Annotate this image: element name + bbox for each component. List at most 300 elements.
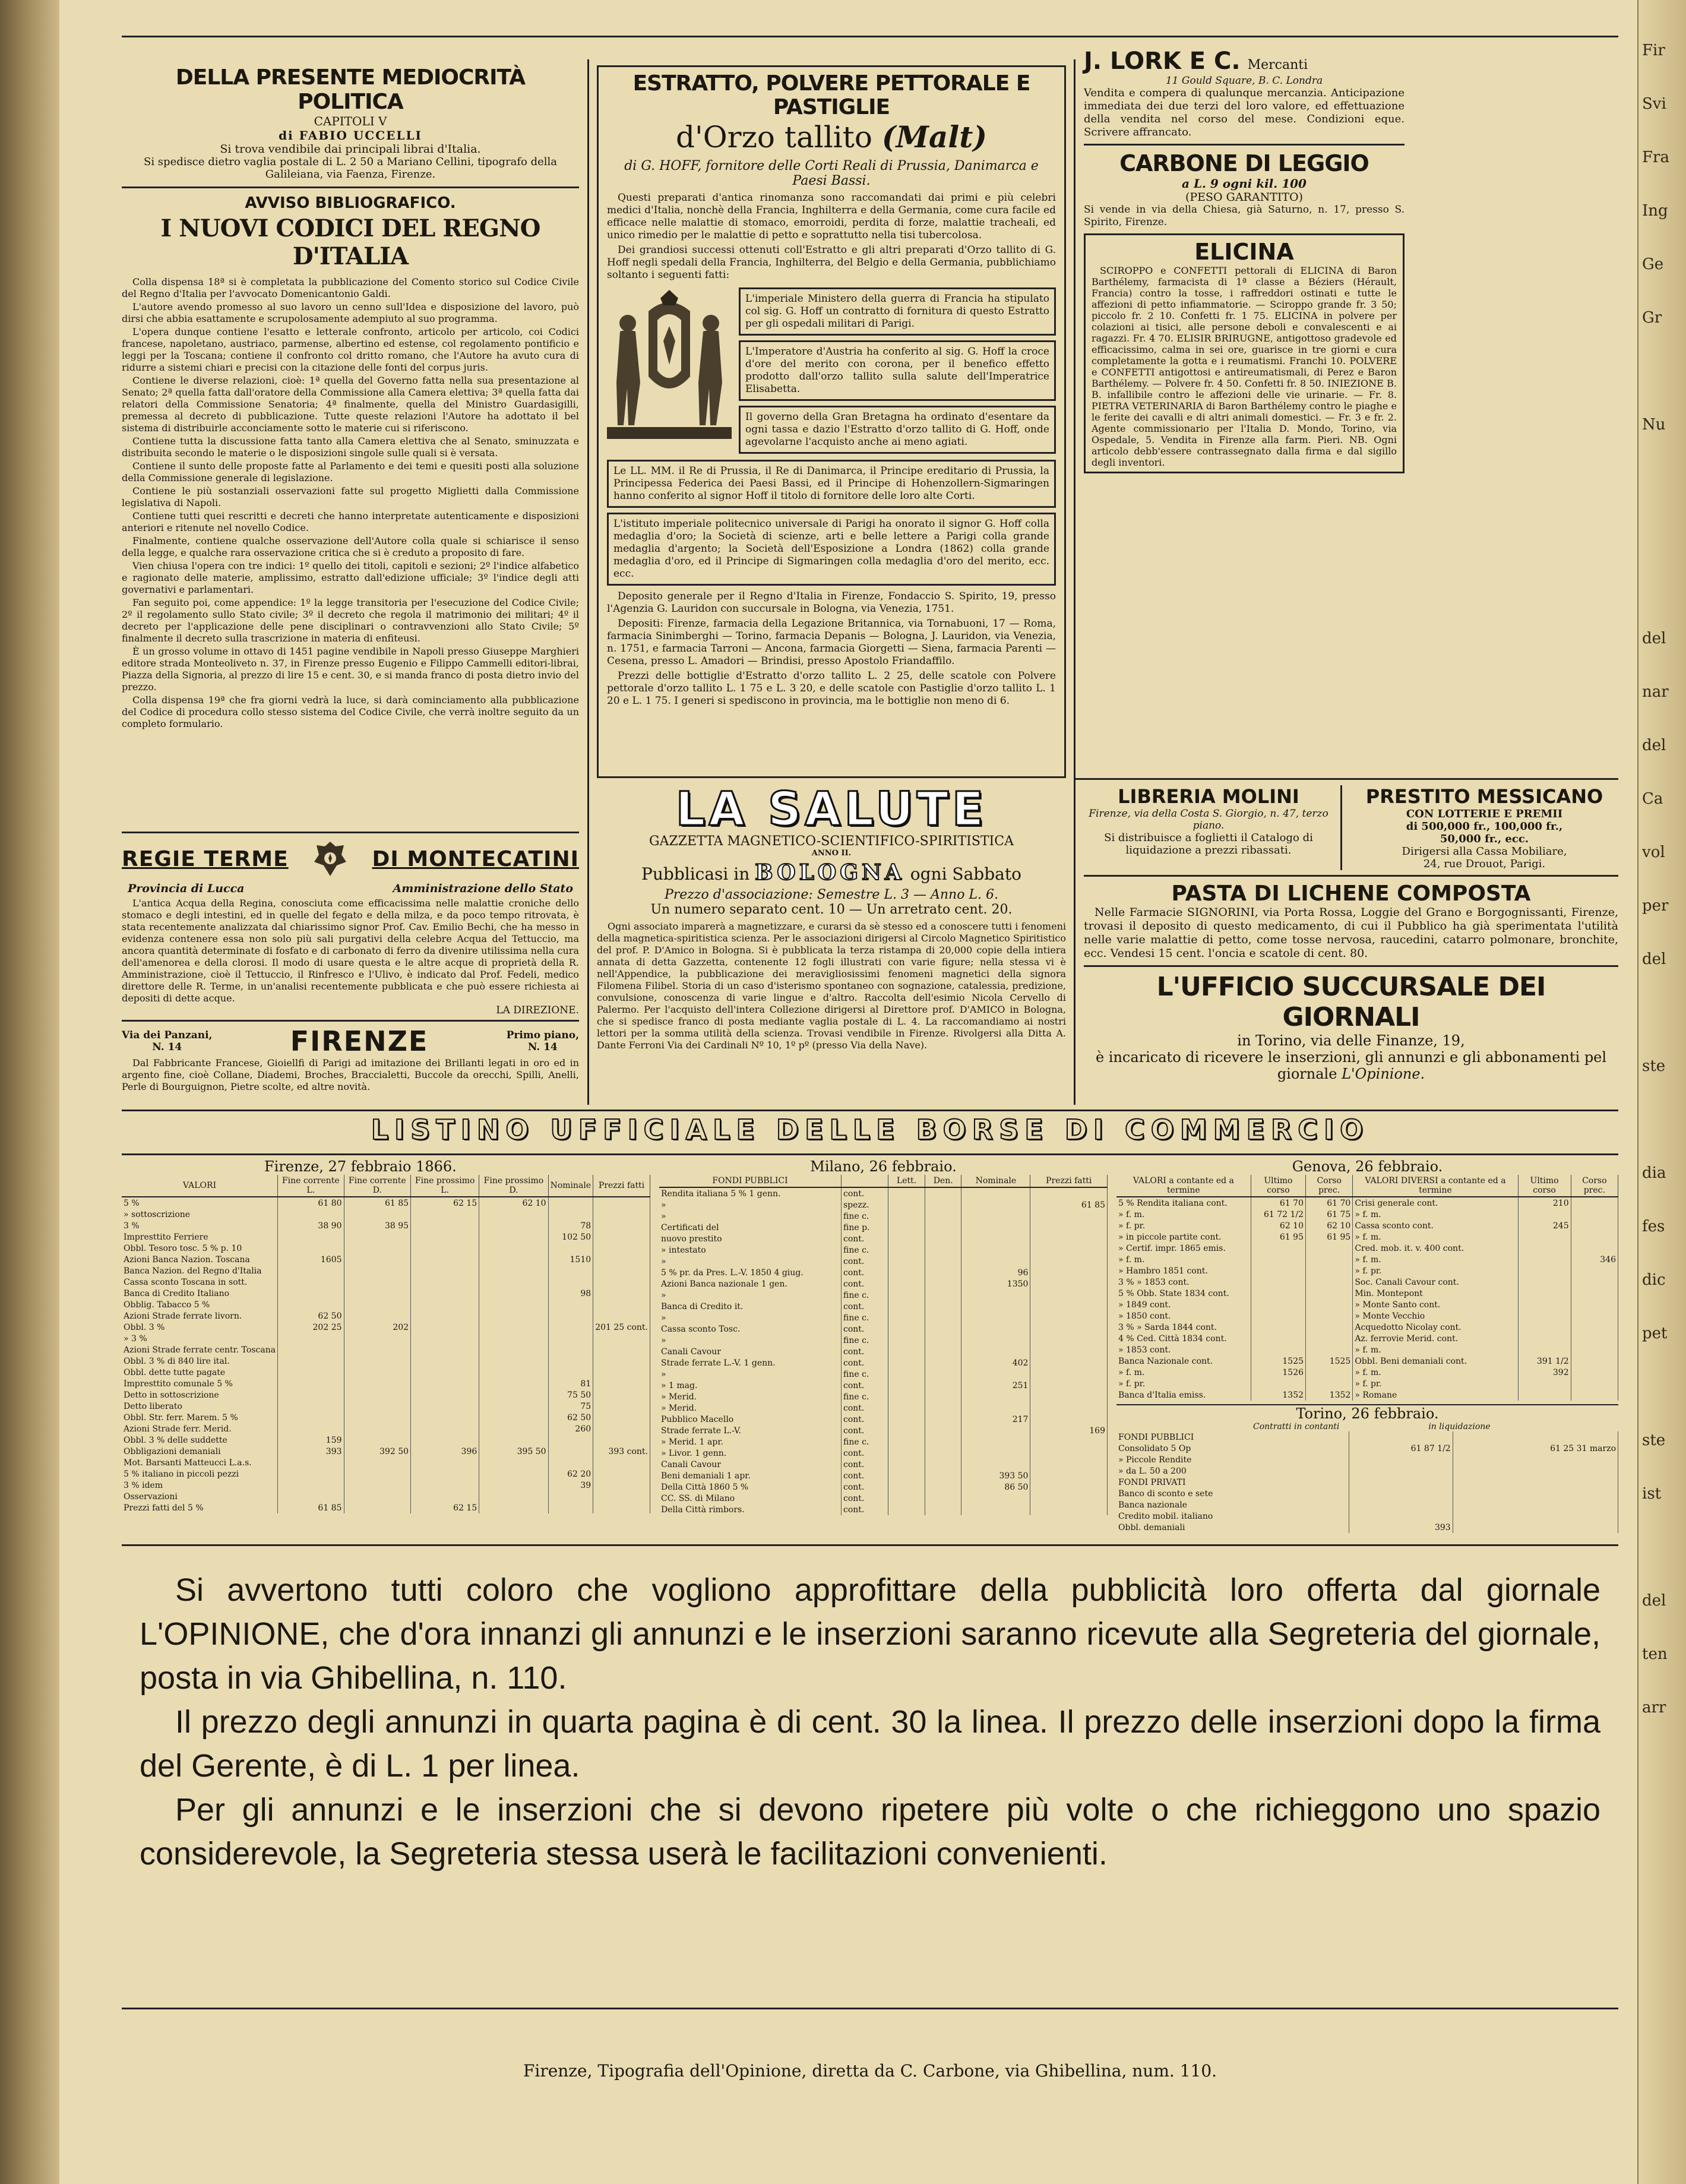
salute-ad — [597, 785, 1066, 1051]
hoff-fact-3: Il governo della Gran Bretagna ha ordinato d'esentare da ogni tassa e dazio l'Estratto d'orzo tallito di G. Hoff, onde agevolarne l'acquisto anche ai meno agiati. — [739, 406, 1056, 454]
table-row — [659, 1481, 1108, 1493]
table-cell — [961, 1199, 1030, 1210]
table-cell: » — [659, 1335, 842, 1346]
lower-right-ads — [1084, 785, 1618, 1082]
salute-numero: Un numero separato cent. 10 — Un arretrato cent. 20. — [650, 902, 1013, 917]
table-cell — [479, 1367, 548, 1378]
top-rule — [122, 36, 1618, 37]
table-cell: » Merid. — [659, 1391, 842, 1402]
table-row — [122, 1502, 650, 1513]
table-cell — [925, 1436, 961, 1447]
table-cell — [925, 1233, 961, 1244]
table-cell — [925, 1278, 961, 1289]
table-row — [122, 1243, 650, 1254]
table-cell: » f. m. — [1353, 1231, 1518, 1243]
table-cell — [411, 1412, 479, 1423]
edge-fragment: fes — [1642, 1218, 1665, 1235]
table-cell — [411, 1209, 479, 1220]
table-cell: 1605 — [278, 1254, 344, 1265]
table-cell — [411, 1333, 479, 1344]
salute-prezzo: Prezzo d'associazione: Semestre L. 3 — Anno L. 6. — [664, 887, 999, 902]
table-row — [1116, 1389, 1618, 1401]
terme-admin: Amministrazione dello Stato — [393, 882, 573, 895]
table-cell: Obbl. 3 % delle suddette — [122, 1434, 278, 1446]
table-cell: 3 % » 1853 cont. — [1116, 1276, 1251, 1288]
table-cell — [1518, 1243, 1571, 1254]
table-cell: cont. — [842, 1323, 888, 1335]
codici-paragraph: L'opera dunque contiene l'esatto e letterale confronto, articolo per articolo, coi Codici francese, napoletano, austriaco, parmense, albertino ed estense, col regolamento pontificio e leggi per la Toscana; contiene il confronto col dritto romano, che l'Autore ha avuto cura di ridurre a sistemi chiari e precisi con la citazione delle fonti del corpus juris. — [122, 326, 579, 373]
firenze-left-addr: Via dei Panzani, — [122, 1029, 213, 1041]
mediocrita-line1: Si trova vendibile dai principali librai d'Italia. — [220, 143, 481, 156]
table-cell: Obbl. demaniali — [1116, 1522, 1349, 1533]
hoff-supplier: di G. HOFF, fornitore delle Corti Reali di Prussia, Danimarca e Paesi Bassi. — [624, 159, 1039, 188]
ufficio-title: L'UFFICIO SUCCURSALE DEI GIORNALI — [1156, 972, 1546, 1032]
prestito-line-5: 24, rue Drouot, Parigi. — [1423, 858, 1546, 870]
table-header: Lett. — [888, 1175, 925, 1187]
table-cell: cont. — [842, 1414, 888, 1425]
table-cell — [1453, 1465, 1618, 1477]
table-cell — [1030, 1312, 1108, 1323]
table-cell: 5 % italiano in piccoli pezzi — [122, 1468, 278, 1480]
table-cell: 1352 — [1251, 1389, 1305, 1401]
table-row — [659, 1323, 1108, 1335]
table-cell: Detto liberato — [122, 1401, 278, 1412]
table-cell: Banca Nazion. del Regno d'Italia — [122, 1265, 278, 1276]
table-cell — [479, 1491, 548, 1502]
table-cell — [593, 1310, 650, 1322]
table-cell: Obbl. 3 % — [122, 1322, 278, 1333]
table-cell: » intestato — [659, 1244, 842, 1256]
table-cell: Obbl. 3 % di 840 lire ital. — [122, 1355, 278, 1367]
table-row — [1116, 1465, 1618, 1477]
table-cell — [479, 1310, 548, 1322]
hoff-para-1: Questi preparati d'antica rinomanza sono raccomandati dai primi e più celebri medici d'Italia, nonchè della Francia, Inghilterra e della Germania, come cura facile ed efficace nelle malattie di stomaco, emorroidi, perdita di forze, malattie tracheali, ed unico rimedio per le malattie di petto e soprattutto nella tisi tubercolosa. — [607, 192, 1056, 241]
table-cell: 245 — [1518, 1220, 1571, 1231]
table-cell — [593, 1423, 650, 1434]
table-cell — [888, 1222, 925, 1233]
table-cell — [925, 1187, 961, 1199]
table-cell: 62 50 — [548, 1412, 593, 1423]
table-header — [842, 1175, 888, 1187]
table-cell — [961, 1436, 1030, 1447]
table-cell — [1349, 1488, 1453, 1499]
ufficio-line-2: è incaricato di ricevere le inserzioni, gli annunzi e gli abbonamenti pel giornale — [1095, 1049, 1607, 1082]
table-cell — [479, 1333, 548, 1344]
table-row — [122, 1457, 650, 1468]
table-cell — [1518, 1276, 1571, 1288]
table-header: Prezzi fatti — [593, 1175, 650, 1197]
table-header: FONDI PUBBLICI — [659, 1175, 842, 1187]
table-cell — [925, 1414, 961, 1425]
table-cell: » — [659, 1210, 842, 1222]
table-cell — [344, 1310, 411, 1322]
table-cell — [888, 1391, 925, 1402]
table-cell: 1510 — [548, 1254, 593, 1265]
table-cell — [344, 1288, 411, 1299]
table-cell — [344, 1276, 411, 1288]
table-cell: 61 80 — [278, 1197, 344, 1209]
table-cell — [548, 1209, 593, 1220]
table-cell — [925, 1301, 961, 1312]
table-cell — [925, 1222, 961, 1233]
table-cell — [344, 1367, 411, 1378]
table-row — [659, 1278, 1108, 1289]
table-cell: 61 87 1/2 — [1349, 1443, 1453, 1454]
table-row — [659, 1368, 1108, 1380]
table-header: Ultimo corso — [1518, 1175, 1571, 1197]
edge-fragment — [1642, 1111, 1669, 1129]
table-cell: fine p. — [842, 1222, 888, 1233]
table-cell: 102 50 — [548, 1231, 593, 1243]
table-cell: Della Città 1860 5 % — [659, 1481, 842, 1493]
table-cell: Consolidato 5 Op — [1116, 1443, 1349, 1454]
table-cell: Banca d'Italia emiss. — [1116, 1389, 1251, 1401]
table-cell — [548, 1243, 593, 1254]
edge-fragment: ste — [1642, 1057, 1666, 1075]
table-row — [122, 1310, 650, 1322]
column-rule-2 — [1074, 59, 1076, 1105]
table-cell — [344, 1243, 411, 1254]
carbone-text: Si vende in via della Chiesa, già Saturno, n. 17, presso S. Spirito, Firenze. — [1084, 204, 1405, 228]
table-cell: Beni demaniali 1 apr. — [659, 1470, 842, 1481]
table-cell: 61 25 31 marzo — [1453, 1443, 1618, 1454]
table-cell: Cassa sconto Tosc. — [659, 1323, 842, 1335]
table-header: Nominale — [548, 1175, 593, 1197]
table-cell: cont. — [842, 1425, 888, 1436]
table-cell — [411, 1389, 479, 1401]
table-row — [1116, 1276, 1618, 1288]
table-row — [659, 1493, 1108, 1504]
table-cell — [278, 1333, 344, 1344]
hoff-prezzi: Prezzi delle bottiglie d'Estratto d'orzo tallito L. 2 25, delle scatole con Polvere pettorale d'orzo tallito L. 1 75 e L. 3 20, e delle scatole con Pastiglie d'orzo tallito L. 1 20 e L. 1 75. I generi si spediscono in provincia, ma le bottiglie non meno di 6. — [607, 670, 1056, 707]
table-cell — [1349, 1454, 1453, 1465]
table-cell: » f. pr. — [1353, 1378, 1518, 1389]
salute-city: BOLOGNA — [755, 860, 905, 885]
table-cell — [888, 1244, 925, 1256]
table-row — [1116, 1310, 1618, 1322]
table-row — [1116, 1220, 1618, 1231]
table-cell — [479, 1288, 548, 1299]
table-cell — [1453, 1522, 1618, 1533]
table-cell — [1251, 1288, 1305, 1299]
table-cell: cont. — [842, 1187, 888, 1199]
table-cell — [278, 1378, 344, 1389]
table-row — [659, 1436, 1108, 1447]
table-cell: Detto in sottoscrizione — [122, 1389, 278, 1401]
table-cell — [278, 1457, 344, 1468]
table-cell: » — [659, 1312, 842, 1323]
table-cell — [411, 1310, 479, 1322]
table-cell — [925, 1199, 961, 1210]
table-cell — [593, 1378, 650, 1389]
table-cell — [1030, 1278, 1108, 1289]
table-cell — [888, 1267, 925, 1278]
table-row — [122, 1299, 650, 1310]
table-cell: » in piccole partite cont. — [1116, 1231, 1251, 1243]
table-cell — [888, 1414, 925, 1425]
table-cell — [1518, 1254, 1571, 1265]
table-cell: » Merid. 1 apr. — [659, 1436, 842, 1447]
table-cell — [1030, 1368, 1108, 1380]
codici-paragraph: Colla dispensa 19ª che fra giorni vedrà la luce, si darà cominciamento alla pubblicazione del Codice di procedura collo stesso sistema del Codice Civile, che verrà inoltre seguito da un completo formulario. — [122, 694, 579, 729]
hoff-title: ESTRATTO, POLVERE PETTORALE E PASTIGLIE — [632, 71, 1030, 119]
table-row — [122, 1288, 650, 1299]
firenze-left-num: N. 14 — [152, 1041, 182, 1053]
codici-paragraph: Vien chiusa l'opera con tre indici: 1º quello dei titoli, capitoli e sezioni; 2º l'indice alfabetico e ragionato delle materie, amplissimo, estratto dall'edizione ufficiale; 3º l'indice degli atti governativi e parlamentari. — [122, 560, 579, 595]
table-row — [1116, 1333, 1618, 1344]
genova-table — [1116, 1175, 1618, 1401]
table-cell: cont. — [842, 1481, 888, 1493]
table-cell — [888, 1233, 925, 1244]
firenze-title: FIRENZE — [290, 1025, 429, 1057]
table-cell — [479, 1378, 548, 1389]
hoff-fact-1: L'imperiale Ministero della guerra di Francia ha stipulato col sig. G. Hoff un contratto di fornitura di questo Estratto per gli ospedali militari di Parigi. — [739, 287, 1056, 336]
terme-title-right: DI MONTECATINI — [372, 846, 579, 871]
table-cell — [888, 1256, 925, 1267]
table-cell: » f. m. — [1353, 1367, 1518, 1378]
table-row — [1116, 1443, 1618, 1454]
table-cell — [548, 1276, 593, 1288]
genova-date: Genova, 26 febbraio. — [1292, 1158, 1443, 1175]
table-cell: cont. — [842, 1459, 888, 1470]
prestito-line-3: 50,000 fr., ecc. — [1440, 833, 1529, 845]
table-cell — [344, 1333, 411, 1344]
table-cell — [1251, 1333, 1305, 1344]
table-cell — [593, 1254, 650, 1265]
table-cell: 5 % — [122, 1197, 278, 1209]
table-cell — [1030, 1504, 1108, 1515]
table-cell — [961, 1504, 1030, 1515]
table-cell — [1251, 1299, 1305, 1310]
codici-paragraph: Contiene le più sostanziali osservazioni fatte sul progetto Miglietti dalla Commissione legislativa di Napoli. — [122, 485, 579, 508]
table-row — [1116, 1454, 1618, 1465]
table-cell — [479, 1423, 548, 1434]
terme-title-left: REGIE TERME — [122, 846, 289, 871]
table-cell — [411, 1299, 479, 1310]
table-cell: Cassa sconto Toscana in sott. — [122, 1276, 278, 1288]
table-cell: Impresttito comunale 5 % — [122, 1378, 278, 1389]
table-cell — [888, 1301, 925, 1312]
table-cell — [888, 1459, 925, 1470]
table-cell — [1030, 1301, 1108, 1312]
table-cell — [1518, 1209, 1571, 1220]
table-cell: 1352 — [1306, 1389, 1353, 1401]
codici-paragraph: Contiene tutta la discussione fatta tanto alla Camera elettiva che al Senato, sminuzzata e distribuita secondo le materie o le disposizioni singole sulle quali si è versata. — [122, 435, 579, 459]
table-cell — [925, 1481, 961, 1493]
table-cell — [344, 1401, 411, 1412]
table-cell: » — [659, 1368, 842, 1380]
table-cell — [479, 1468, 548, 1480]
table-cell — [344, 1299, 411, 1310]
table-cell — [1030, 1267, 1108, 1278]
table-cell: cont. — [842, 1504, 888, 1515]
table-cell: » Livor. 1 genn. — [659, 1447, 842, 1459]
edge-fragment — [1642, 469, 1669, 487]
table-header: Ultimo corso — [1251, 1175, 1305, 1197]
table-cell: Obblig. Tabacco 5 % — [122, 1299, 278, 1310]
table-cell — [593, 1265, 650, 1276]
carbone-price: a L. 9 ogni kil. 100 — [1182, 176, 1307, 191]
table-cell — [411, 1265, 479, 1276]
table-cell: Certificati del — [659, 1222, 842, 1233]
table-cell — [479, 1220, 548, 1231]
terme-ad — [122, 832, 579, 1093]
table-cell: » 1849 cont. — [1116, 1299, 1251, 1310]
table-cell: Banca Nazionale cont. — [1116, 1355, 1251, 1367]
table-cell — [411, 1457, 479, 1468]
table-cell: Azioni Strade ferrate centr. Toscana — [122, 1344, 278, 1355]
table-cell — [548, 1502, 593, 1513]
table-cell — [1571, 1288, 1618, 1299]
lork-address: 11 Gould Square, B. C. Londra — [1165, 75, 1323, 87]
edge-fragment: dic — [1642, 1271, 1666, 1289]
table-cell — [1030, 1222, 1108, 1233]
table-cell — [888, 1346, 925, 1357]
table-cell: 1350 — [961, 1278, 1030, 1289]
table-cell — [1030, 1256, 1108, 1267]
edge-fragment: nar — [1642, 683, 1669, 701]
table-cell — [278, 1299, 344, 1310]
table-cell — [1571, 1220, 1618, 1231]
table-cell — [344, 1434, 411, 1446]
terme-province: Provincia di Lucca — [128, 882, 245, 895]
table-row — [122, 1401, 650, 1412]
table-cell — [1030, 1402, 1108, 1414]
table-cell — [411, 1355, 479, 1367]
edge-fragment: ten — [1642, 1645, 1668, 1663]
table-row — [659, 1289, 1108, 1301]
edge-fragment: del — [1642, 950, 1666, 968]
table-row — [1116, 1254, 1618, 1265]
codici-paragraph: È un grosso volume in ottavo di 1451 pagine vendibile in Napoli presso Giuseppe Marghieri editore strada Monteoliveto n. 37, in Firenze presso Eugenio e Filippo Cammelli editori-librai, Piazza della Signoria, al prezzo di lire 15 e cent. 30, e si manda franco di posta dietro invio del prezzo. — [122, 646, 579, 693]
table-cell: fine c. — [842, 1312, 888, 1323]
hoff-malt: (Malt) — [881, 119, 988, 154]
table-cell: » Romane — [1353, 1389, 1518, 1401]
table-row — [1116, 1378, 1618, 1389]
table-cell — [925, 1493, 961, 1504]
terme-signature: LA DIREZIONE. — [496, 1004, 579, 1016]
edge-fragment — [1642, 523, 1669, 541]
edge-fragment — [1642, 362, 1669, 380]
table-cell — [593, 1197, 650, 1209]
table-cell: 391 1/2 — [1518, 1355, 1571, 1367]
prestito-line-4: Dirigersi alla Cassa Mobiliare, — [1402, 845, 1567, 858]
table-cell — [593, 1243, 650, 1254]
edge-fragment: Fir — [1642, 42, 1665, 59]
table-cell — [888, 1210, 925, 1222]
table-cell: » Monte Santo cont. — [1353, 1299, 1518, 1310]
table-row — [659, 1447, 1108, 1459]
table-cell — [411, 1220, 479, 1231]
mediocrita-author: di FABIO UCCELLI — [279, 128, 422, 143]
table-cell — [1571, 1265, 1618, 1276]
table-cell — [888, 1357, 925, 1368]
table-cell — [344, 1468, 411, 1480]
ufficio-line-3: L'Opinione. — [1342, 1066, 1425, 1082]
table-cell — [479, 1401, 548, 1412]
table-cell: nuovo prestito — [659, 1233, 842, 1244]
prestito-ad — [1342, 785, 1618, 870]
table-cell — [961, 1425, 1030, 1436]
table-cell — [961, 1233, 1030, 1244]
table-row — [122, 1254, 650, 1265]
table-cell — [278, 1389, 344, 1401]
table-cell — [548, 1333, 593, 1344]
table-cell — [1251, 1322, 1305, 1333]
table-cell — [344, 1491, 411, 1502]
codici-paragraph: Fan seguito poi, come appendice: 1º la legge transitoria per l'esecuzione del Codice Civile; 2º il regolamento sullo Stato civile; 3º il decreto che regola il matrimonio dei militari; 4º il decreto per l'applicazione delle pene disciplinari o contravvenzioni allo Stato Civile; 5º finalmente il decreto sulla trascrizione in materia di enfiteusi. — [122, 597, 579, 644]
table-row — [122, 1491, 650, 1502]
table-cell: » sottoscrizione — [122, 1209, 278, 1220]
table-cell: cont. — [842, 1267, 888, 1278]
table-cell — [925, 1357, 961, 1368]
table-cell: 38 90 — [278, 1220, 344, 1231]
salute-pub-b: ogni Sabbato — [910, 864, 1021, 884]
table-cell — [1518, 1265, 1571, 1276]
hoff-fact-2: L'Imperatore d'Austria ha conferito al sig. G. Hoff la croce d'ore del merito con corona, per il benefico effetto prodotto dall'orzo tallito sulla salute dell'Imperatrice Elisabetta. — [739, 340, 1056, 401]
prestito-line-1: CON LOTTERIE E PREMII — [1406, 808, 1563, 820]
codici-paragraph: L'autore avendo promesso al suo lavoro un cenno sull'Idea e disposizione del lavoro, può dirsi che abbia esattamente e scrupolosamente adempiuto al suo programma. — [122, 301, 579, 324]
table-cell — [888, 1436, 925, 1447]
table-cell — [278, 1276, 344, 1288]
codici-paragraph: Contiene il sunto delle proposte fatte al Parlamento e dei temi e quesiti posti alla soluzione della Commissione generale di legislazione. — [122, 460, 579, 483]
table-cell — [1453, 1431, 1618, 1443]
table-row — [122, 1209, 650, 1220]
table-cell: cont. — [842, 1380, 888, 1391]
table-cell — [961, 1493, 1030, 1504]
table-row — [1116, 1522, 1618, 1533]
table-cell — [548, 1491, 593, 1502]
table-cell: Crisi generale cont. — [1353, 1197, 1518, 1209]
table-cell — [1251, 1310, 1305, 1322]
table-cell — [1306, 1254, 1353, 1265]
table-cell — [1030, 1244, 1108, 1256]
pasta-title: PASTA DI LICHENE COMPOSTA — [1171, 881, 1531, 906]
table-cell: Mot. Barsanti Matteucci L.a.s. — [122, 1457, 278, 1468]
table-cell — [1349, 1431, 1453, 1443]
table-row — [659, 1459, 1108, 1470]
table-row — [659, 1470, 1108, 1481]
table-cell — [411, 1243, 479, 1254]
table-cell: 393 — [278, 1446, 344, 1457]
table-cell: cont. — [842, 1301, 888, 1312]
table-cell: Azioni Strade ferr. Merid. — [122, 1423, 278, 1434]
table-cell — [479, 1299, 548, 1310]
table-cell: Della Città rimbors. — [659, 1504, 842, 1515]
table-cell — [593, 1480, 650, 1491]
edge-fragment: per — [1642, 897, 1669, 915]
edge-text-fragments — [1642, 42, 1669, 1752]
table-cell — [411, 1254, 479, 1265]
firenze-table — [122, 1175, 650, 1513]
table-cell — [1251, 1254, 1305, 1265]
table-cell: » 3 % — [122, 1333, 278, 1344]
table-cell — [961, 1368, 1030, 1380]
table-cell: fine c. — [842, 1391, 888, 1402]
table-cell — [925, 1368, 961, 1380]
table-cell: Impresttito Ferriere — [122, 1231, 278, 1243]
prestito-title: PRESTITO MESSICANO — [1365, 785, 1603, 808]
table-cell — [925, 1391, 961, 1402]
firenze-date: Firenze, 27 febbraio 1866. — [264, 1158, 457, 1175]
table-cell — [1306, 1378, 1353, 1389]
torino-date: Torino, 26 febbraio. — [1116, 1404, 1618, 1422]
table-cell — [1030, 1481, 1108, 1493]
table-cell — [479, 1389, 548, 1401]
table-row — [659, 1210, 1108, 1222]
table-cell — [961, 1244, 1030, 1256]
avviso-heading: AVVISO BIBLIOGRAFICO. — [245, 194, 456, 212]
